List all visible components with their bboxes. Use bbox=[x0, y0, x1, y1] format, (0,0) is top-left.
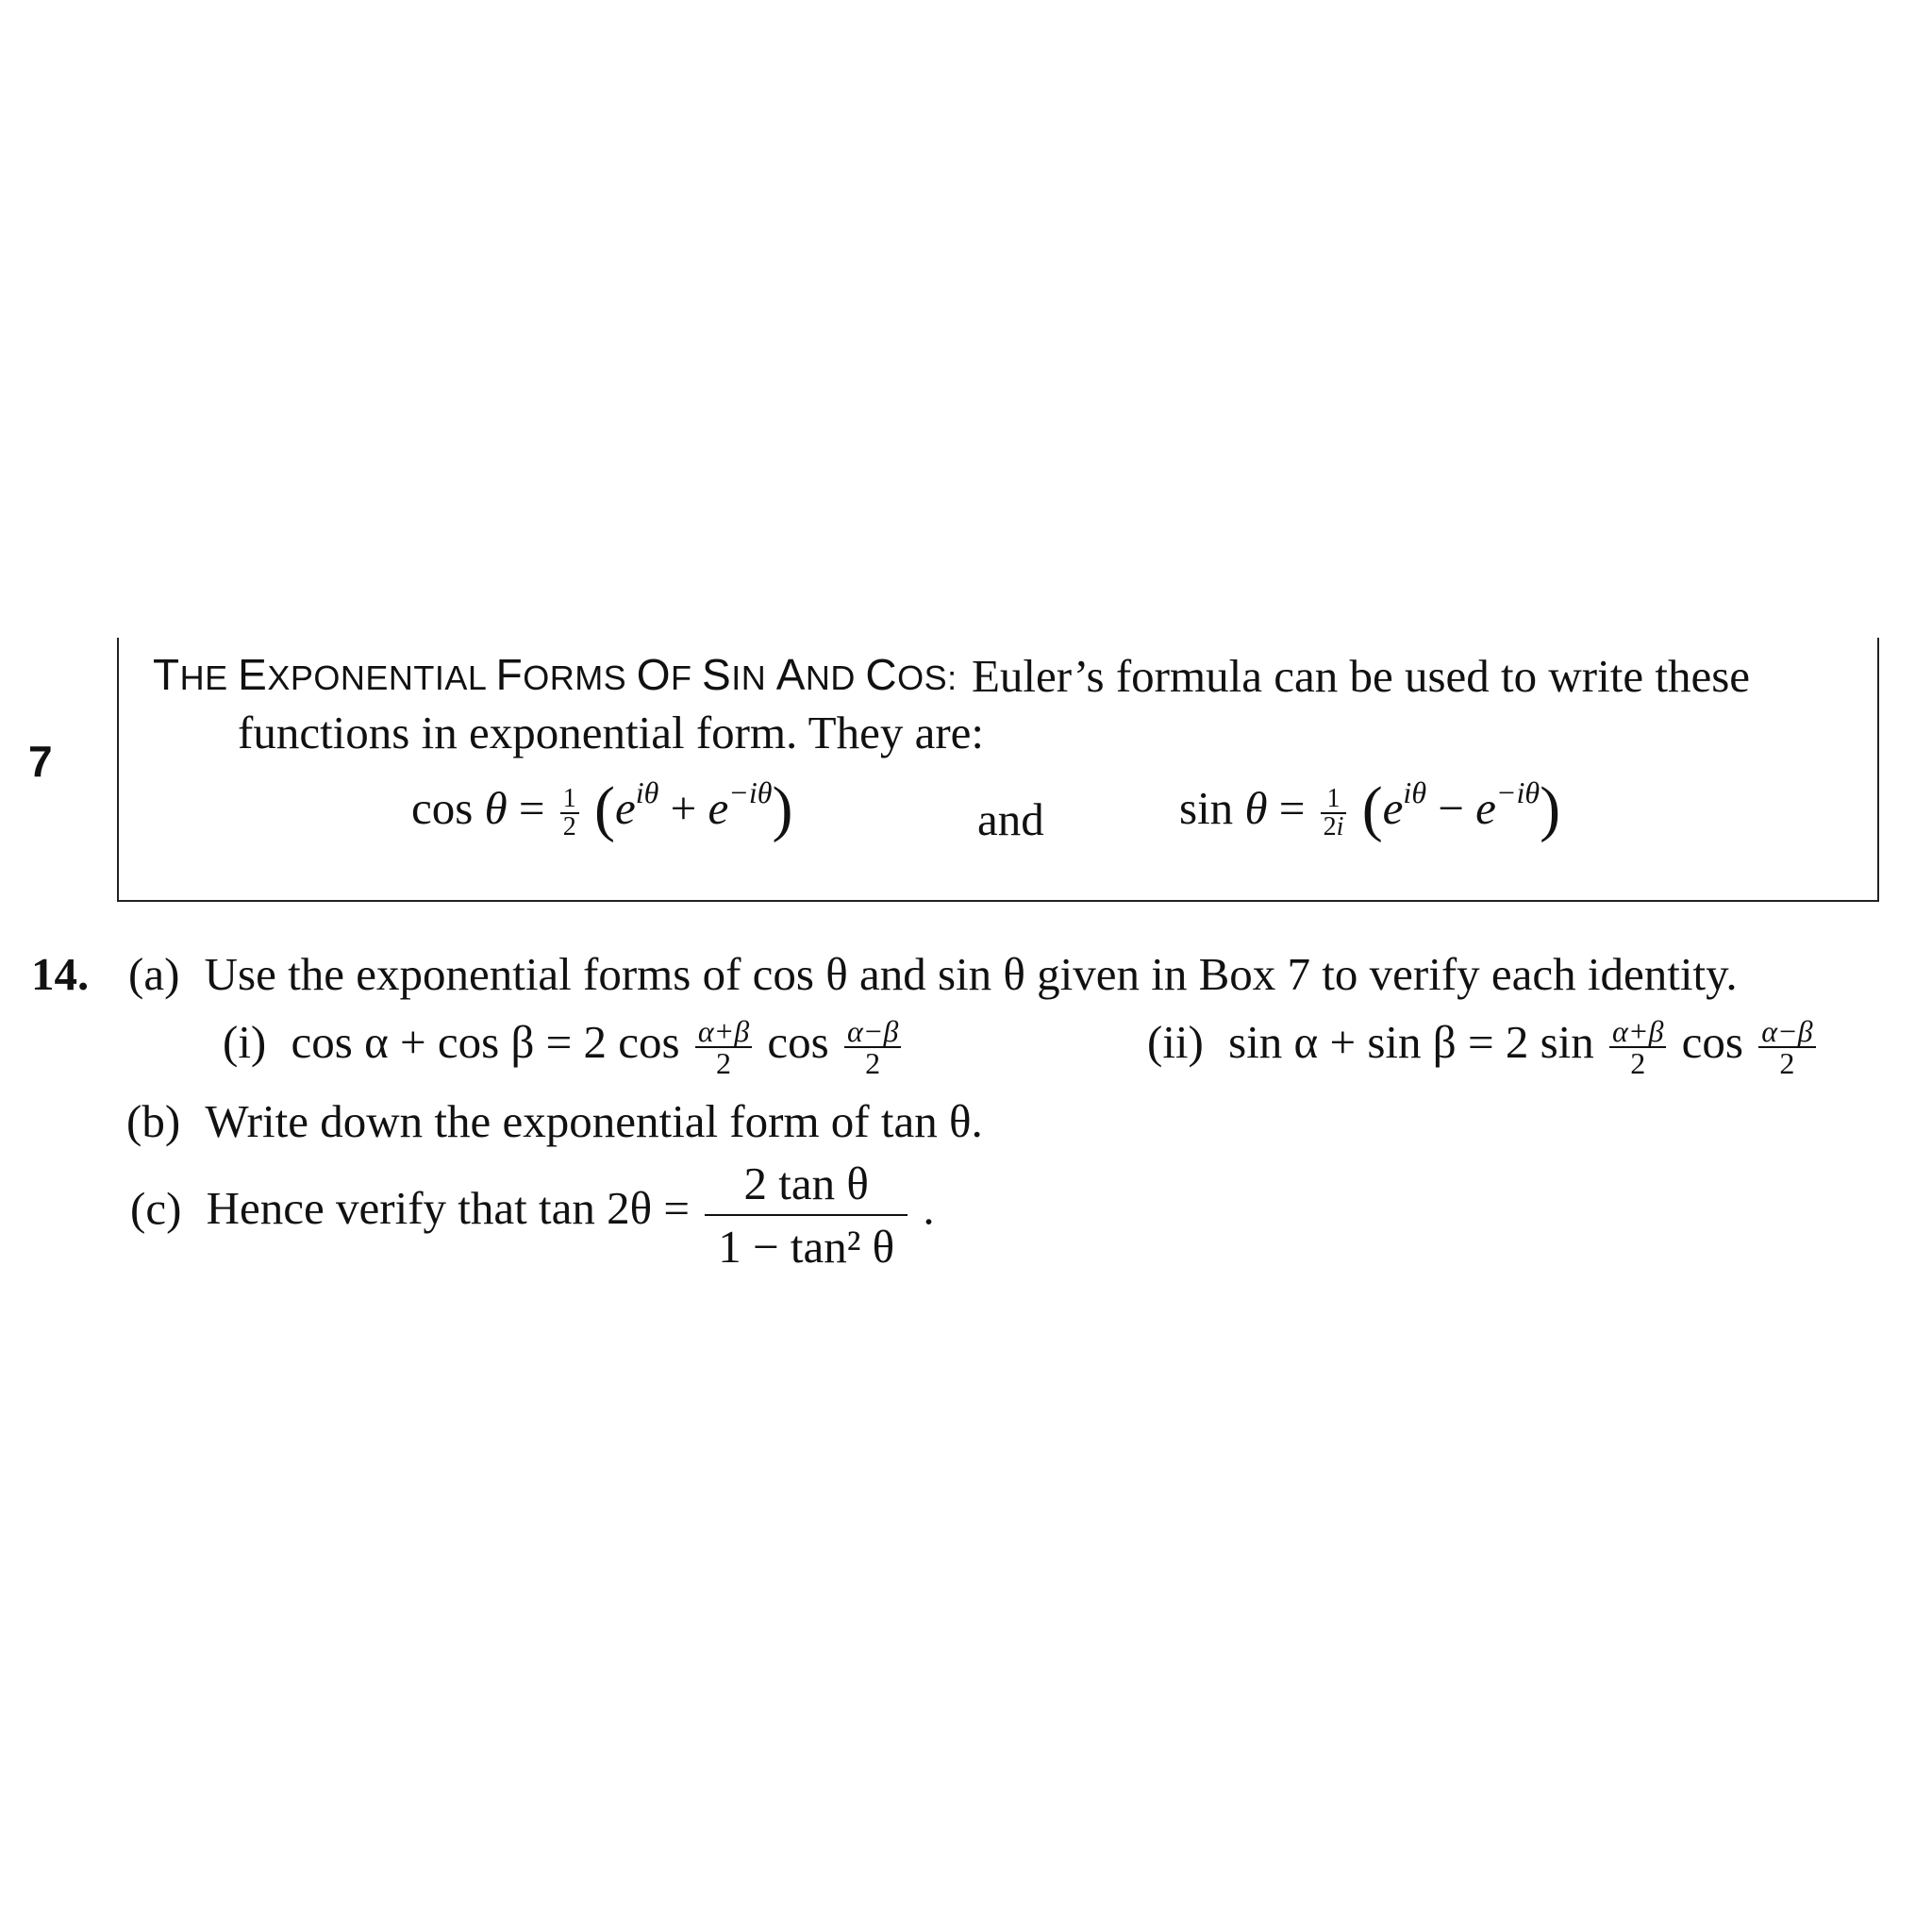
cos-coef-numerator: 1 bbox=[560, 786, 579, 814]
identity-ii-lhs: sin α + sin β = 2 sin bbox=[1228, 1016, 1594, 1068]
cos-exponential-formula: cos θ = $\frac{1}{2}$ $(e^{i\theta} + e^{-i\theta})$ bbox=[411, 774, 793, 843]
identity-ii-mid: cos bbox=[1681, 1016, 1743, 1068]
formula-connector: and bbox=[977, 793, 1044, 845]
sin-coef-denominator: 2i bbox=[1323, 811, 1344, 841]
fraction-denominator: 2 bbox=[1630, 1045, 1646, 1080]
part-b-label: (b) bbox=[126, 1095, 181, 1147]
box-intro-line2: functions in exponential form. They are: bbox=[238, 707, 985, 758]
part-c bbox=[130, 1157, 935, 1273]
tan-fraction-numerator: 2 tan θ bbox=[705, 1157, 908, 1216]
identity-ii-fraction-1 bbox=[1609, 1013, 1666, 1080]
identity-i-mid: cos bbox=[767, 1016, 829, 1068]
identity-i-fraction-2 bbox=[844, 1013, 901, 1080]
cos-formula-lhs: cos θ = bbox=[411, 782, 545, 834]
identity-i bbox=[223, 1015, 905, 1078]
identity-i-lhs: cos α + cos β = 2 cos bbox=[291, 1016, 680, 1068]
part-c-period: . bbox=[923, 1182, 935, 1235]
tan-fraction-denominator: 1 − tan² θ bbox=[718, 1221, 895, 1273]
cos-formula-coefficient bbox=[560, 783, 579, 841]
sin-coef-numerator: 1 bbox=[1321, 786, 1347, 814]
tan-double-angle-fraction bbox=[705, 1157, 908, 1273]
box-title: THE EXPONENTIAL FORMS OF SIN AND COS: bbox=[153, 650, 958, 699]
sin-formula-lhs: sin θ = bbox=[1179, 782, 1306, 834]
fraction-numerator: α+β bbox=[695, 1016, 752, 1048]
fraction-denominator: 2 bbox=[715, 1045, 731, 1080]
part-b bbox=[126, 1094, 983, 1148]
fraction-numerator: α+β bbox=[1609, 1016, 1666, 1048]
fraction-denominator: 2 bbox=[1779, 1045, 1795, 1080]
part-a bbox=[128, 947, 1738, 1001]
part-a-text: Use the exponential forms of cos θ and sin θ given in Box 7 to verify each identity. bbox=[204, 948, 1738, 1000]
part-c-label: (c) bbox=[130, 1182, 182, 1235]
box-number: 7 bbox=[28, 737, 53, 786]
fraction-numerator: α−β bbox=[844, 1016, 901, 1048]
cos-coef-denominator: 2 bbox=[562, 811, 576, 841]
sin-exponential-formula: sin θ = $\frac{1}{2i}$ $(e^{i\theta} - e^{-i\theta})$ bbox=[1179, 774, 1561, 843]
fraction-denominator: 2 bbox=[865, 1045, 881, 1080]
part-b-text: Write down the exponential form of tan θ. bbox=[205, 1095, 983, 1147]
identity-ii-label: (ii) bbox=[1147, 1016, 1204, 1068]
identity-ii-fraction-2 bbox=[1758, 1013, 1815, 1080]
identity-i-label: (i) bbox=[223, 1016, 267, 1068]
part-a-label: (a) bbox=[128, 948, 180, 1000]
problem-number: 14. bbox=[31, 948, 90, 1000]
box-intro-line1: Euler’s formula can be used to write these bbox=[972, 650, 1751, 702]
box-heading-line bbox=[153, 647, 1860, 704]
identity-ii bbox=[1147, 1015, 1820, 1078]
fraction-numerator: α−β bbox=[1758, 1016, 1815, 1048]
part-c-text: Hence verify that tan 2θ = bbox=[206, 1182, 690, 1235]
sin-formula-coefficient bbox=[1321, 783, 1347, 841]
identity-i-fraction-1 bbox=[695, 1013, 752, 1080]
